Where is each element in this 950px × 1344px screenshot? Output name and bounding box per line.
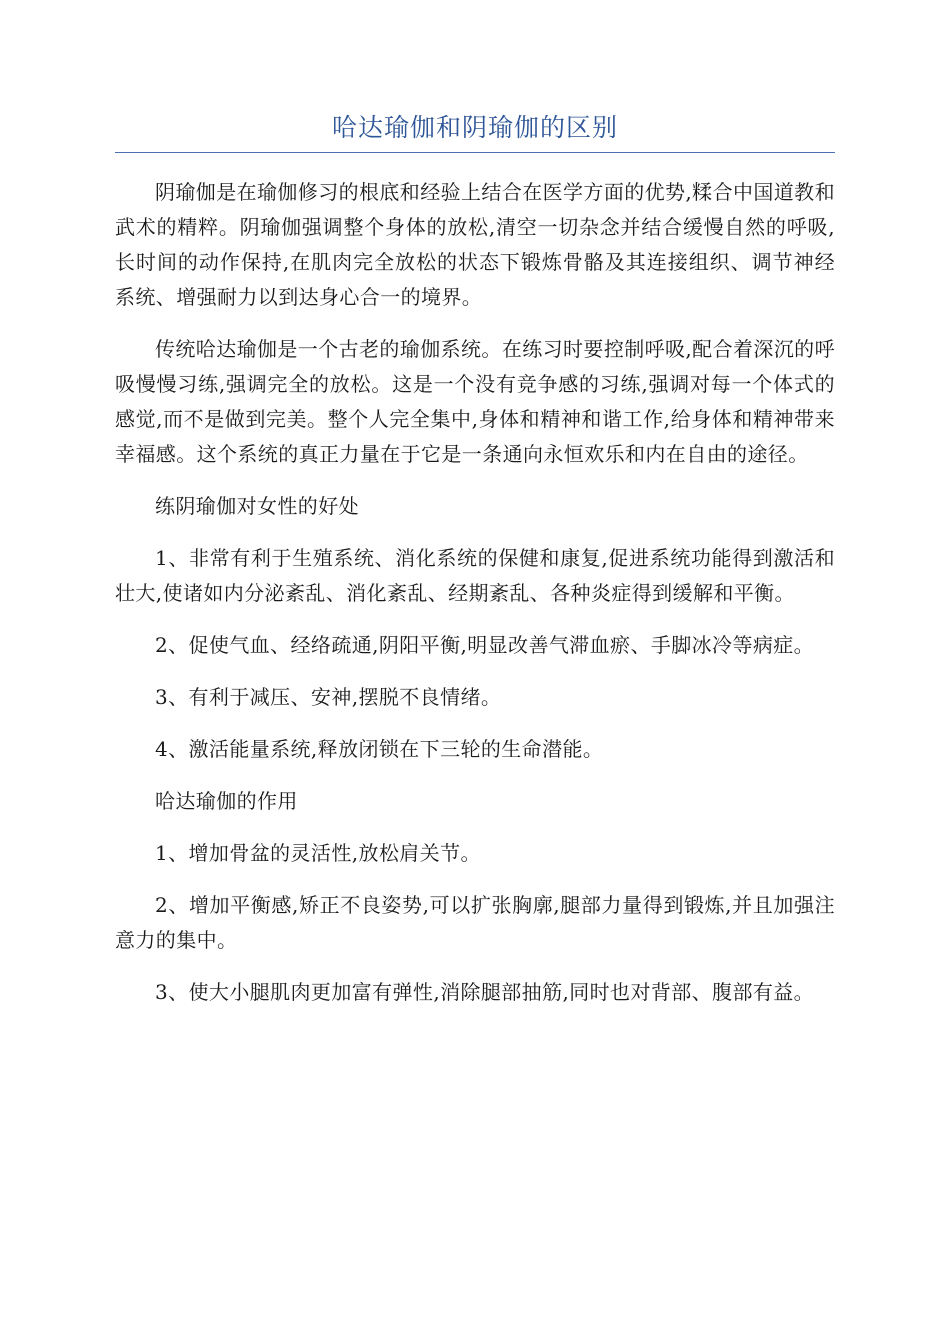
document-page: [115, 110, 835, 1027]
list-item: 3、有利于减压、安神,摆脱不良情绪。: [155, 685, 502, 709]
list-item: 1、增加骨盆的灵活性,放松肩关节。: [155, 841, 481, 865]
list-item: 3、使大小腿肌肉更加富有弹性,消除腿部抽筋,同时也对背部、腹部有益。: [155, 980, 815, 1004]
paragraph-hatha-intro: 传统哈达瑜伽是一个古老的瑜伽系统。在练习时要控制呼吸,配合着深沉的呼吸慢慢习练,强调完全的放松。这是一个没有竞争感的习练,强调对每一个体式的感觉,而不是做到完美。整个人完全集中,身体和精神和谐工作,给身体和精神带来幸福感。这个系统的真正力量在于它是一条通向永恒欢乐和内在自由的途径。: [115, 337, 835, 466]
list-item: 2、增加平衡感,矫正不良姿势,可以扩张胸廓,腿部力量得到锻炼,并且加强注意力的集中。: [115, 893, 835, 952]
document-body: [115, 175, 835, 1010]
section-heading-yin-benefits: 练阴瑜伽对女性的好处: [155, 494, 359, 518]
list-item: 1、非常有利于生殖系统、消化系统的保健和康复,促进系统功能得到激活和壮大,使诸如内分泌紊乱、消化紊乱、经期紊乱、各种炎症得到缓解和平衡。: [115, 546, 835, 605]
list-item: 4、激活能量系统,释放闭锁在下三轮的生命潜能。: [155, 737, 604, 761]
section-heading-hatha-effects: 哈达瑜伽的作用: [155, 789, 298, 813]
paragraph-yin-intro: 阴瑜伽是在瑜伽修习的根底和经验上结合在医学方面的优势,糅合中国道教和武术的精粹。阴瑜伽强调整个身体的放松,清空一切杂念并结合缓慢自然的呼吸,长时间的动作保持,在肌肉完全放松的状态下锻炼骨骼及其连接组织、调节神经系统、增强耐力以到达身心合一的境界。: [115, 180, 835, 309]
document-title: 哈达瑜伽和阴瑜伽的区别: [331, 113, 618, 142]
list-item: 2、促使气血、经络疏通,阴阳平衡,明显改善气滞血瘀、手脚冰冷等病症。: [155, 633, 815, 657]
title-block: [115, 110, 835, 153]
